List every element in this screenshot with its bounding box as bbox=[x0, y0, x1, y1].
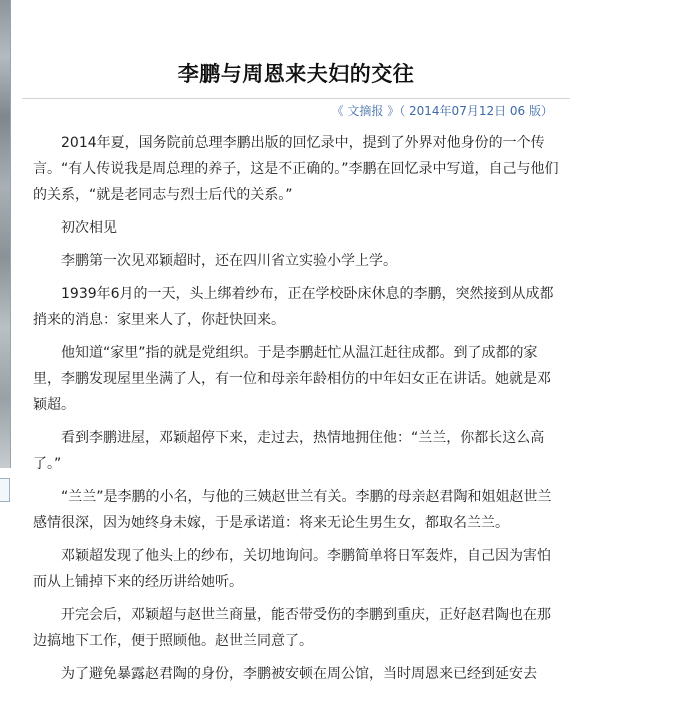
paragraph: “兰兰”是李鹏的小名，与他的三姨赵世兰有关。李鹏的母亲赵君陶和姐姐赵世兰感情很深，因为她终身未嫁，于是承诺道：将来无论生男生女，都取名兰兰。 bbox=[33, 489, 552, 531]
article-title: 李鹏与周恩来夫妇的交往 bbox=[177, 62, 415, 87]
article-body bbox=[33, 130, 561, 687]
paragraph: 他知道“家里”指的就是党组织。于是李鹏赶忙从温江赶往成都。到了成都的家里，李鹏发现屋里坐满了人，有一位和母亲年龄相仿的中年妇女正在讲话。她就是邓颖超。 bbox=[33, 345, 551, 413]
paragraph: 李鹏第一次见邓颖超时，还在四川省立实验小学上学。 bbox=[61, 253, 397, 269]
paragraph: 开完会后，邓颖超与赵世兰商量，能否带受伤的李鹏到重庆，正好赵君陶也在那边搞地下工作，便于照顾他。赵世兰同意了。 bbox=[33, 607, 551, 649]
left-edge-strip bbox=[0, 0, 11, 468]
paragraph: 为了避免暴露赵君陶的身份，李鹏被安顿在周公馆，当时周恩来已经到延安去 bbox=[61, 666, 537, 682]
article-source-line[interactable]: 《 文摘报 》（ 2014年07月12日 06 版） bbox=[331, 104, 553, 118]
title-divider bbox=[22, 98, 570, 99]
section-heading: 初次相见 bbox=[61, 220, 117, 236]
paragraph: 1939年6月的一天，头上绑着纱布，正在学校卧床休息的李鹏，突然接到从成都捎来的消息：家里来人了，你赶快回来。 bbox=[33, 286, 554, 328]
paragraph: 邓颖超发现了他头上的纱布，关切地询问。李鹏简单将日军轰炸，自己因为害怕而从上铺掉下来的经历讲给她听。 bbox=[33, 548, 551, 590]
paragraph: 2014年夏，国务院前总理李鹏出版的回忆录中，提到了外界对他身份的一个传言。“有人传说我是周总理的养子，这是不正确的。”李鹏在回忆录中写道，自己与他们的关系，“就是老同志与烈士后代的关系。” bbox=[33, 135, 559, 203]
paragraph: 看到李鹏进屋，邓颖超停下来，走过去，热情地拥住他：“兰兰，你都长这么高了。” bbox=[33, 430, 545, 472]
left-edge-box bbox=[0, 478, 10, 502]
